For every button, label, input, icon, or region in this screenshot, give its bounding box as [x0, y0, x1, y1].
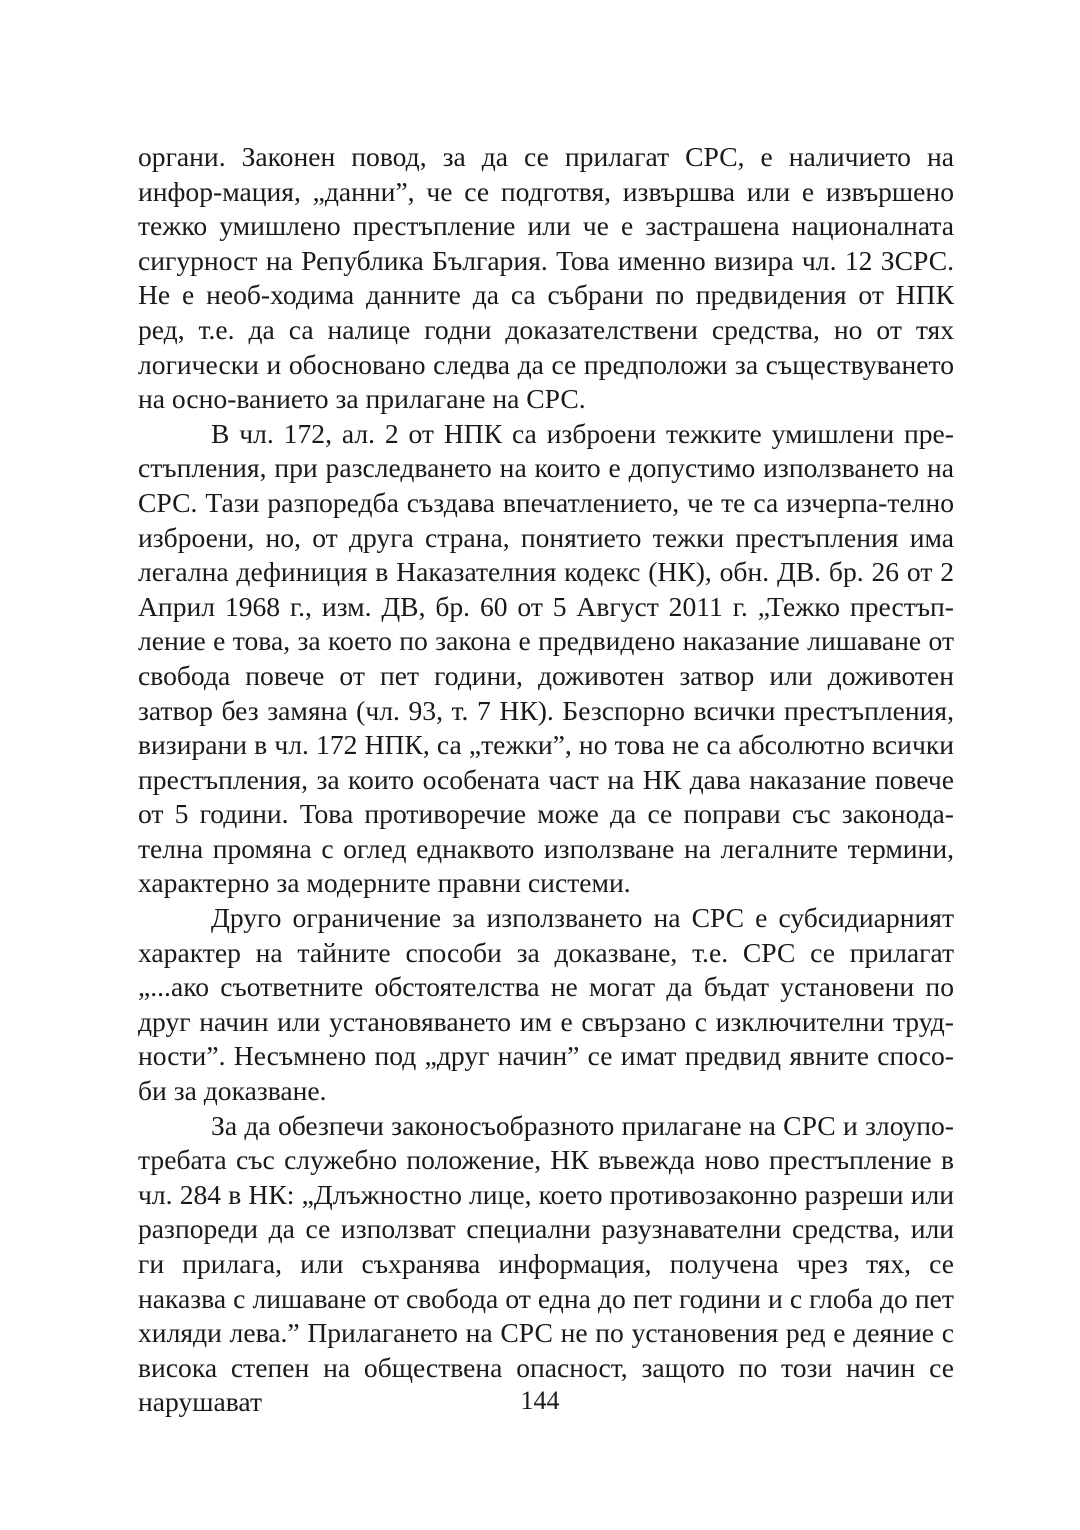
paragraph-1: органи. Законен повод, за да се прилагат СРС, е наличието на инфор-мация, „данни”, че се подготвя, извършва или е извършено тежко умишлено престъпление или че е застрашена националната сигурност на Република България. Това именно визира чл. 12 ЗСРС. Не е необ-ходима данните да са събрани по предвидения от НПК ред, т.е. да са налице годни доказателствени средства, но от тях логически и обосновано следва да се предположи за съществуването на осно-ванието за прилагане на СРС. [138, 141, 954, 415]
page-number: 144 [520, 1386, 560, 1415]
document-body [138, 140, 954, 1420]
paragraph-4: За да обезпечи законосъобразното прилагане на СРС и злоупо-требата със служебно положение, НК въвежда ново престъпление в чл. 284 в НК: „Длъжностно лице, което противозаконно разреши или разпореди да се използват специални разузнавателни средства, или ги прилага, или съхранява информация, получена чрез тях, се наказва с лишаване от свобода от една до пет години и с глоба до пет хиляди лева.” Прилагането на СРС не по установения ред е деяние с висока степен на обществена опасност, защото по този начин се нарушават [138, 1109, 954, 1418]
paragraph-2: В чл. 172, ал. 2 от НПК са изброени тежките умишлени пре-стъпления, при разследването на които е допустимо използването на СРС. Тази разпоредба създава впечатлението, че те са изчерпа-телно изброени, но, от друга страна, понятието тежки престъпления има легална дефиниция в Наказателния кодекс (НК), обн. ДВ. бр. 26 от 2 Април 1968 г., изм. ДВ, бр. 60 от 5 Август 2011 г. „Тежко престъп-ление е това, за което по закона е предвидено наказание лишаване от свобода повече от пет години, доживотен затвор или доживотен затвор без замяна (чл. 93, т. 7 НК). Безспорно всички престъпления, визирани в чл. 172 НПК, са „тежки”, но това не са абсолютно всички престъпления, за които особената част на НК дава наказание повече от 5 години. Това противоречие може да се поправи със законода-телна промяна с оглед еднаквото използване на легалните термини, характерно за модерните правни системи. [138, 417, 954, 899]
paragraph-3: Друго ограничение за използването на СРС е субсидиарният характер на тайните способи за доказване, т.е. СРС се прилагат „...ако съответните обстоятелства не могат да бъдат установени по друг начин или установяването им е свързано с изключителни труд-ности”. Несъмнено под „друг начин” се имат предвид явните спосо-би за доказване. [138, 902, 954, 1107]
